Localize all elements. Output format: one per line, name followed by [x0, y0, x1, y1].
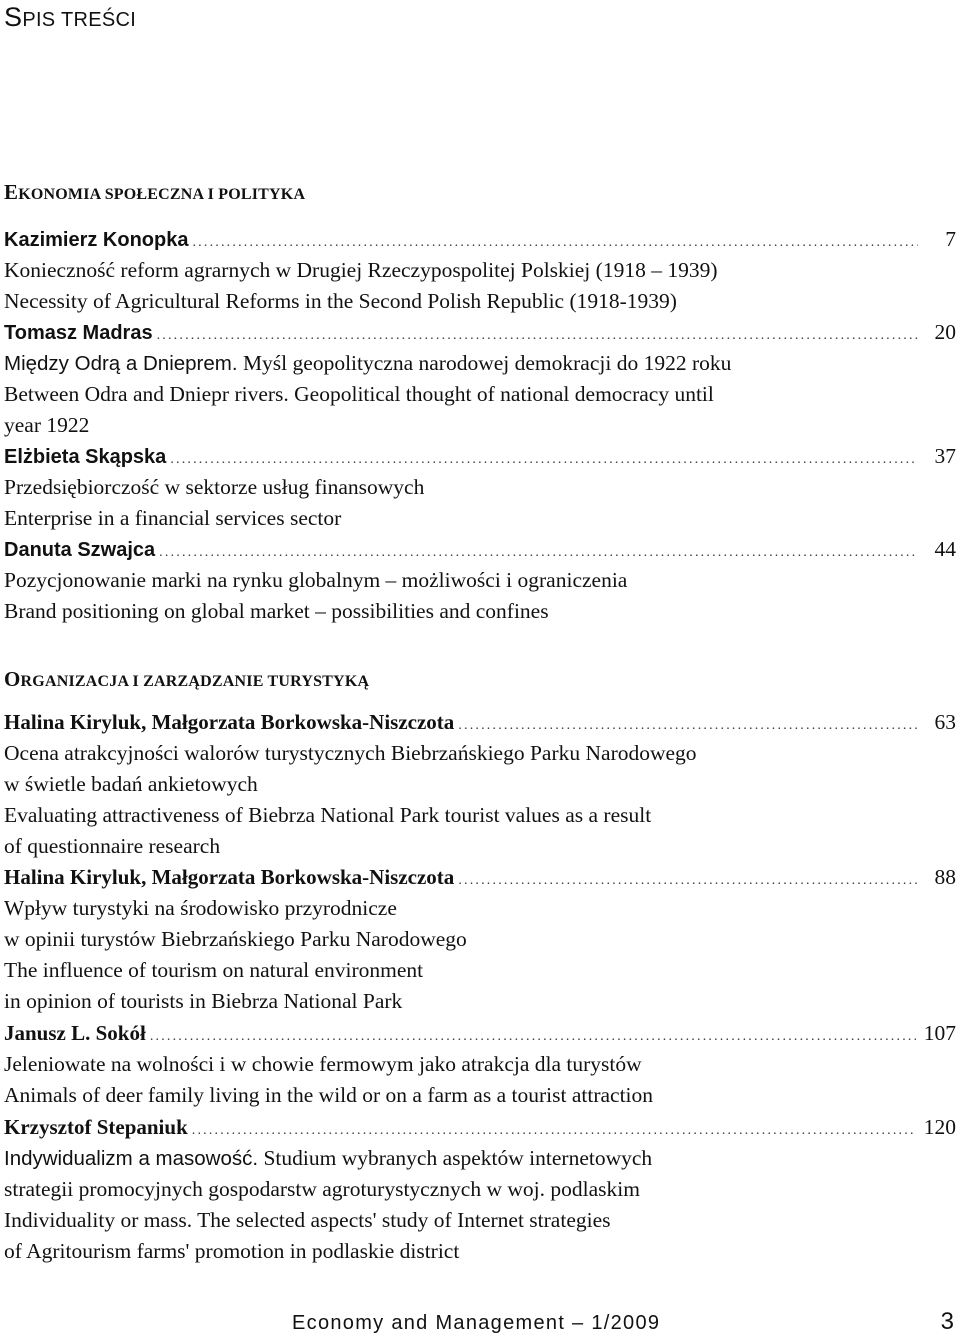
page-number: 7: [945, 227, 956, 251]
article-title-line: w opinii turystów Biebrzańskiego Parku Narodowego: [4, 927, 467, 951]
article-title-line: Wpływ turystyki na środowisko przyrodnicze: [4, 896, 397, 920]
article-title-line: Evaluating attractiveness of Biebrza National Park tourist values as a result: [4, 803, 652, 827]
article-title-line: Przedsiębiorczość w sektorze usług finansowych: [4, 475, 425, 499]
title-initial: S: [4, 2, 23, 32]
dot-leader: [170, 444, 918, 475]
toc-entry-author-line[interactable]: [4, 534, 956, 568]
section-rest: RGANIZACJA I ZARZĄDZANIE TURYSTYKĄ: [20, 673, 370, 690]
page-number: 20: [934, 320, 956, 344]
author-name: Krzysztof Stepaniuk: [4, 1115, 188, 1139]
article-title-line: Individuality or mass. The selected aspects' study of Internet strategies: [4, 1208, 611, 1232]
toc-entry-author-line[interactable]: [4, 317, 956, 351]
toc-entry-author-line[interactable]: [4, 441, 956, 475]
dot-leader: [159, 537, 918, 568]
article-title-line: in opinion of tourists in Biebrza National Park: [4, 989, 403, 1013]
article-title-line: Konieczność reform agrarnych w Drugiej Rzeczypospolitej Polskiej (1918 – 1939): [4, 258, 718, 282]
section-heading-economics: [4, 180, 305, 205]
article-title-line: of questionnaire research: [4, 834, 221, 858]
page-number: 107: [923, 1021, 956, 1045]
article-title-line: Ocena atrakcyjności walorów turystycznych Biebrzańskiego Parku Narodowego: [4, 741, 697, 765]
dot-leader: [157, 320, 918, 351]
author-name: Kazimierz Konopka: [4, 229, 189, 251]
author-name: Elżbieta Skąpska: [4, 446, 167, 468]
page-title: [4, 2, 136, 33]
dot-leader: [192, 227, 918, 258]
author-name: Halina Kiryluk, Małgorzata Borkowska-Niszczota: [4, 710, 455, 734]
page-number: 44: [934, 537, 956, 561]
author-name: Danuta Szwajca: [4, 539, 156, 561]
article-title-line: Between Odra and Dniepr rivers. Geopolitical thought of national democracy until: [4, 382, 714, 406]
author-name: Halina Kiryluk, Małgorzata Borkowska-Niszczota: [4, 865, 455, 889]
article-title-part: Studium wybranych aspektów internetowych: [263, 1146, 653, 1170]
article-title-line: Enterprise in a financial services sector: [4, 506, 342, 530]
article-title-line: The influence of tourism on natural environment: [4, 958, 424, 982]
author-name: Janusz L. Sokół: [4, 1021, 146, 1045]
title-rest: PIS TREŚCI: [22, 9, 137, 31]
article-title-line: Brand positioning on global market – possibilities and confines: [4, 599, 549, 623]
dot-leader: [458, 710, 918, 741]
dot-leader: [458, 865, 918, 896]
page-number: 37: [934, 444, 956, 468]
article-title-line: Pozycjonowanie marki na rynku globalnym – możliwości i ograniczenia: [4, 568, 628, 592]
article-title-line: of Agritourism farms' promotion in podlaskie district: [4, 1239, 460, 1263]
toc-entry-author-line[interactable]: [4, 1018, 956, 1052]
toc-entry-author-line[interactable]: [4, 862, 956, 896]
section-heading-tourism: [4, 667, 369, 692]
toc-entry-author-line[interactable]: [4, 224, 956, 258]
article-title-line: Necessity of Agricultural Reforms in the Second Polish Republic (1918-1939): [4, 289, 677, 313]
toc-entry-author-line[interactable]: [4, 707, 956, 741]
dot-leader: [150, 1021, 916, 1052]
toc-entry-author-line[interactable]: [4, 1112, 956, 1146]
article-title-part: Indywidualizm a masowość.: [4, 1147, 259, 1170]
section-rest: KONOMIA SPOŁECZNA I POLITYKA: [18, 186, 306, 203]
article-title-line: year 1922: [4, 413, 90, 437]
article-title-line: Animals of deer family living in the wild or on a farm as a tourist attraction: [4, 1083, 654, 1107]
author-name: Tomasz Madras: [4, 322, 153, 344]
article-title-line: w świetle badań ankietowych: [4, 772, 258, 796]
footer-page-number: 3: [940, 1308, 954, 1335]
page-number: 120: [923, 1115, 956, 1139]
page-number: 88: [934, 865, 956, 889]
section-initial: E: [4, 180, 19, 204]
article-title-part: Między Odrą a Dnieprem.: [4, 352, 238, 375]
section-initial: O: [4, 667, 21, 691]
article-title-part: Myśl geopolityczna narodowej demokracji do 1922 roku: [242, 351, 732, 375]
page-number: 63: [934, 710, 956, 734]
article-title-line: Jeleniowate na wolności i w chowie fermowym jako atrakcja dla turystów: [4, 1052, 642, 1076]
footer-journal: Economy and Management – 1/2009: [292, 1312, 661, 1334]
dot-leader: [192, 1115, 916, 1146]
article-title-line: strategii promocyjnych gospodarstw agroturystycznych w woj. podlaskim: [4, 1177, 640, 1201]
article-title-line: [4, 1143, 956, 1174]
article-title-line: [4, 348, 956, 379]
